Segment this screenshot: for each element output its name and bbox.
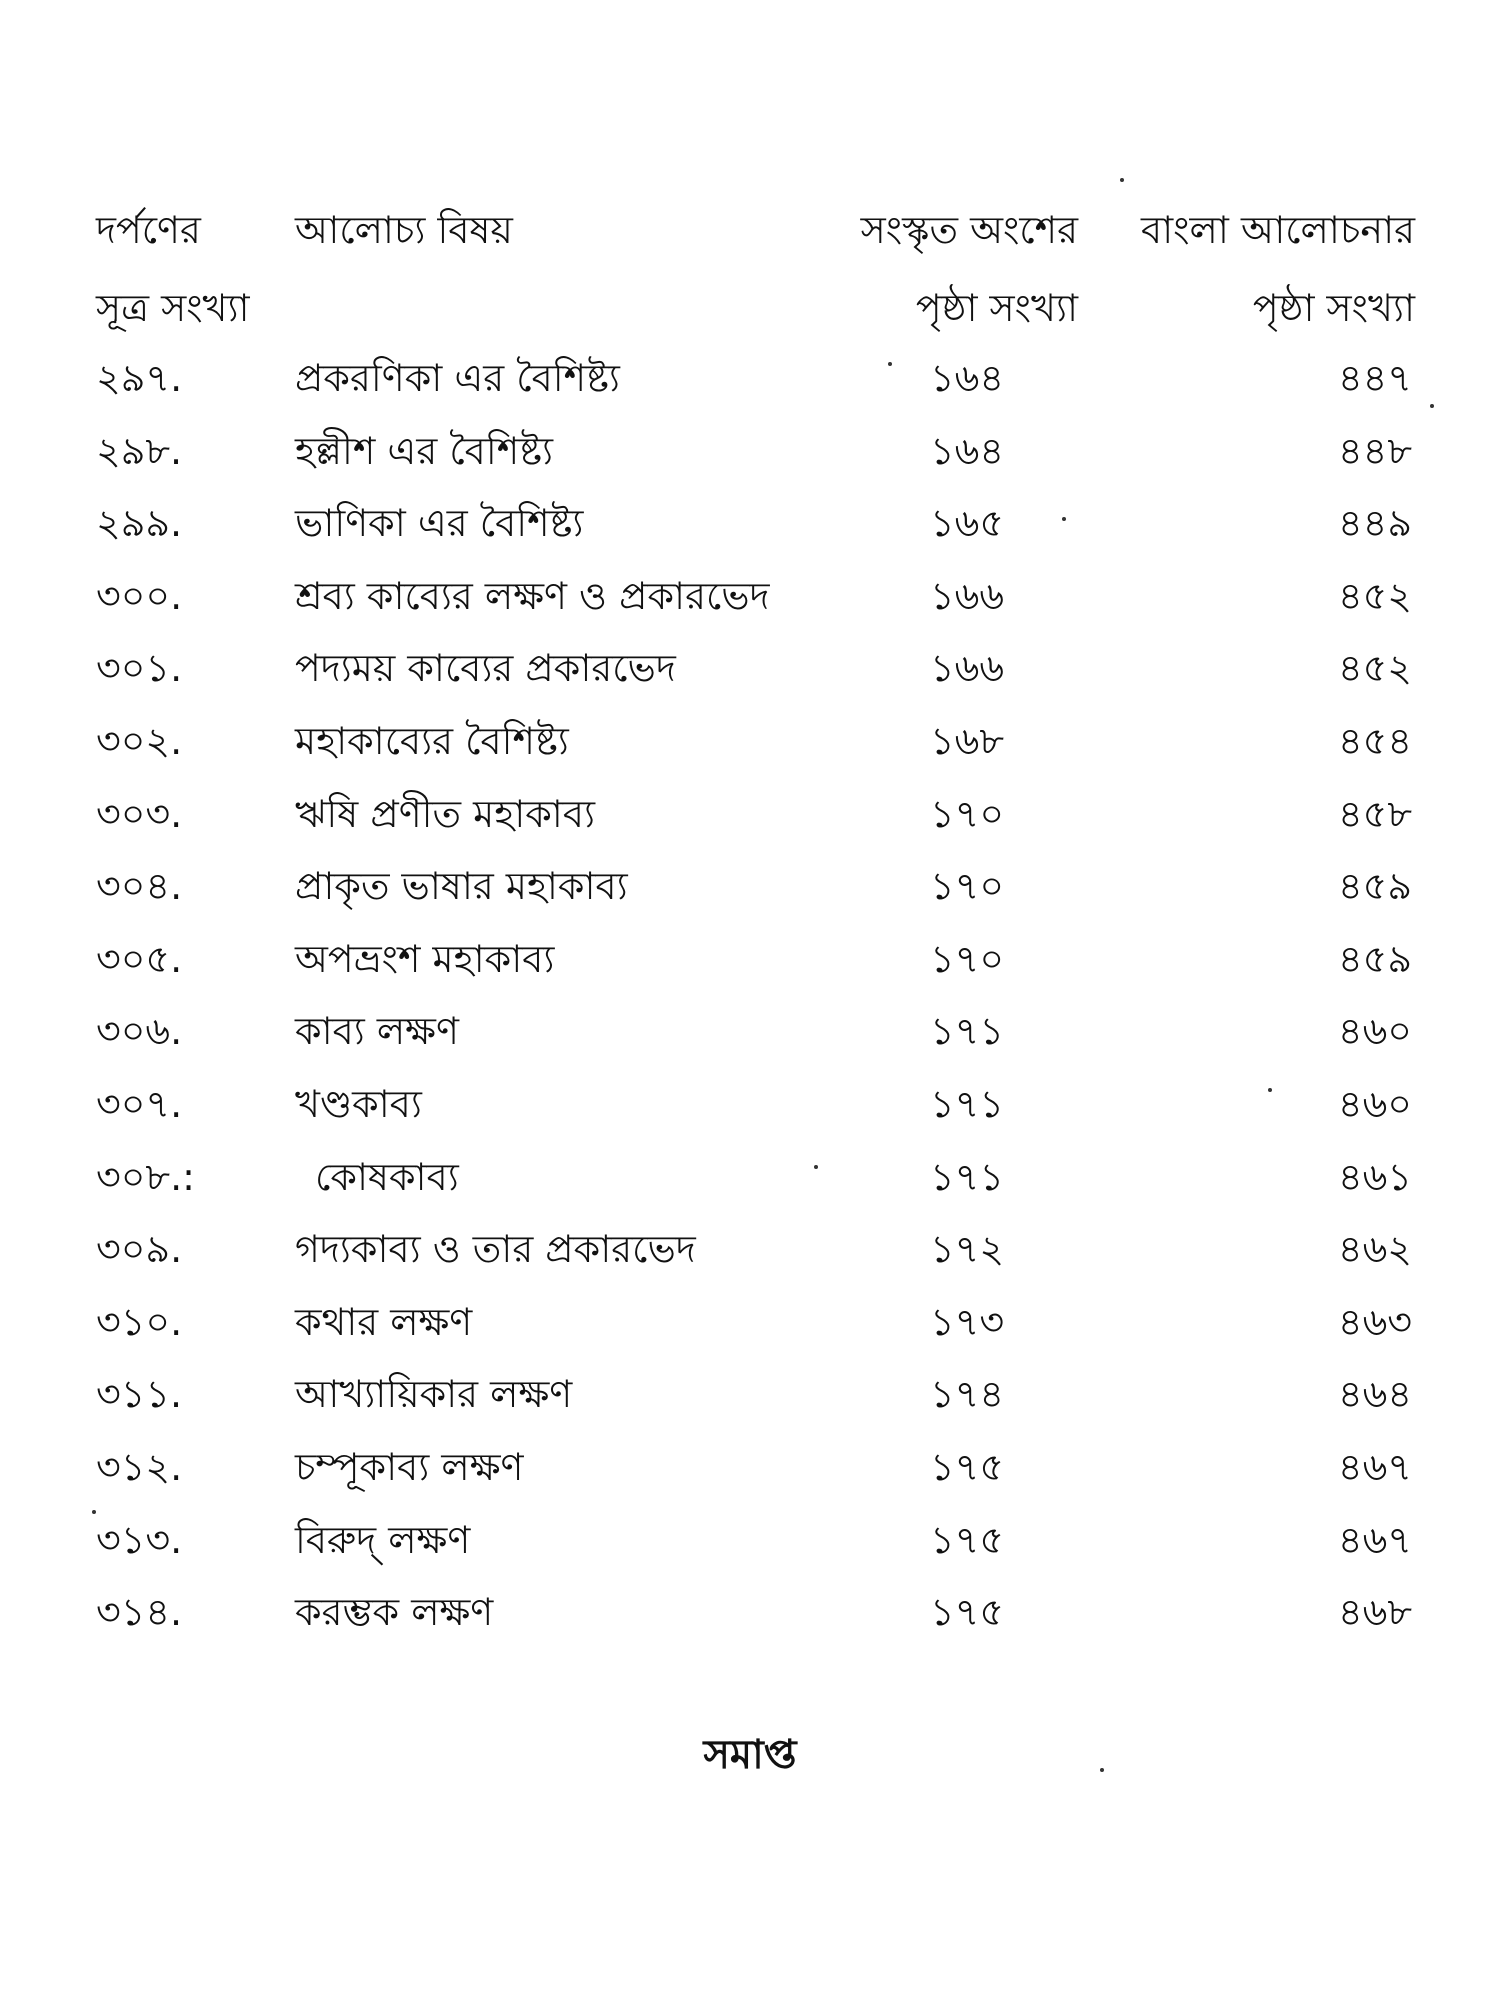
- sanskrit-page: ১৭৪: [930, 1372, 1005, 1417]
- bangla-page: ৪৬৮: [1337, 1590, 1412, 1635]
- sanskrit-page: ১৭০: [930, 864, 1005, 909]
- bangla-page: ৪৬০: [1337, 1009, 1412, 1054]
- bangla-page: ৪৬৩: [1337, 1299, 1412, 1344]
- sanskrit-page: ১৭১: [930, 1009, 1005, 1054]
- bangla-page: ৪৪৯: [1338, 501, 1412, 546]
- bangla-page: ৪৬৪: [1337, 1372, 1412, 1417]
- sutra-number: ৩০৪.: [96, 864, 183, 909]
- topic: আখ্যায়িকার লক্ষণ: [295, 1372, 573, 1417]
- sanskrit-page: ১৬৪: [930, 356, 1005, 400]
- table-row: [0, 1219, 1500, 1292]
- scan-speck: [1062, 517, 1066, 521]
- bangla-page: ৪৪৮: [1338, 428, 1412, 473]
- scan-speck: [888, 362, 892, 366]
- topic: ঋষি প্রণীত মহাকাব্য: [295, 791, 595, 836]
- table-row: [0, 421, 1500, 494]
- sanskrit-page: ১৬৫: [930, 501, 1005, 546]
- table-row: [0, 856, 1500, 929]
- sanskrit-page: ১৭১: [930, 1154, 1005, 1199]
- header-sutra-line1: দর্পণের: [96, 208, 201, 252]
- topic: হল্লীশ এর বৈশিষ্ট্য: [295, 428, 553, 473]
- table-row: [0, 1147, 1500, 1220]
- sutra-number: ২৯৯.: [96, 501, 183, 546]
- table-row: [0, 784, 1500, 857]
- topic: কথার লক্ষণ: [295, 1299, 473, 1344]
- topic: বিরুদ্ লক্ষণ: [295, 1517, 471, 1562]
- scan-speck: [1430, 404, 1434, 408]
- bangla-page: ৪৫২: [1337, 646, 1412, 691]
- sanskrit-page: ১৬৮: [930, 718, 1005, 763]
- sanskrit-page: ১৬৬: [930, 646, 1005, 691]
- sutra-number: ৩০০.: [96, 573, 183, 618]
- table-row: [0, 1582, 1500, 1655]
- sutra-number: ২৯৭.: [96, 356, 183, 400]
- scan-speck: [1100, 1768, 1104, 1772]
- header-sanskrit-line2: পৃষ্ঠা সংখ্যা: [915, 286, 1078, 330]
- sanskrit-page: ১৭৫: [930, 1517, 1005, 1562]
- sutra-number: ৩০৫.: [96, 936, 183, 981]
- sutra-number: ২৯৮.: [96, 428, 183, 473]
- bangla-page: ৪৬২: [1337, 1227, 1412, 1272]
- sanskrit-page: ১৭২: [930, 1227, 1005, 1272]
- scan-speck: [814, 1165, 818, 1169]
- sanskrit-page: ১৭৫: [930, 1590, 1005, 1635]
- sutra-number: ৩১২.: [96, 1444, 183, 1489]
- sanskrit-page: ১৭৩: [930, 1299, 1005, 1344]
- table-row: [0, 493, 1500, 566]
- sutra-number: ৩০৭.: [96, 1081, 183, 1126]
- ending-mark: সমাপ্ত: [703, 1732, 797, 1778]
- table-row: [0, 1292, 1500, 1365]
- sutra-number: ৩১১.: [96, 1372, 183, 1417]
- sanskrit-page: ১৭১: [930, 1081, 1005, 1126]
- bangla-page: ৪৬০: [1337, 1081, 1412, 1126]
- table-header-row-2: [0, 278, 1500, 338]
- sanskrit-page: ১৬৬: [930, 573, 1005, 618]
- table-row: [0, 1437, 1500, 1510]
- table-row: [0, 1510, 1500, 1583]
- bangla-page: ৪৫৯: [1338, 936, 1412, 981]
- table-row: [0, 638, 1500, 711]
- bangla-page: ৪৫৮: [1338, 791, 1412, 836]
- table-row: [0, 1074, 1500, 1147]
- topic: প্রকরণিকা এর বৈশিষ্ট্য: [295, 356, 620, 400]
- topic: মহাকাব্যের বৈশিষ্ট্য: [295, 718, 569, 763]
- bangla-page: ৪৫৪: [1338, 718, 1412, 763]
- scan-speck: [1268, 1088, 1272, 1092]
- header-bangla-line2: পৃষ্ঠা সংখ্যা: [1252, 286, 1415, 330]
- sutra-number: ৩০২.: [96, 718, 183, 763]
- scan-speck: [92, 1510, 96, 1514]
- table-body: [0, 348, 1500, 1655]
- sutra-number: ৩০৬.: [96, 1009, 183, 1054]
- table-row: [0, 929, 1500, 1002]
- topic: কাব্য লক্ষণ: [295, 1009, 459, 1054]
- sanskrit-page: ১৬৪: [930, 428, 1005, 473]
- scan-speck: [1120, 178, 1124, 182]
- topic: অপভ্রংশ মহাকাব্য: [295, 936, 555, 981]
- topic: কোষকাব্য: [315, 1154, 459, 1199]
- table-header-row-1: [0, 200, 1500, 260]
- header-sutra-line2: সূত্র সংখ্যা: [96, 286, 250, 330]
- sutra-number: ৩১৩.: [96, 1517, 183, 1562]
- bangla-page: ৪৫২: [1337, 573, 1412, 618]
- header-topic: আলোচ্য বিষয়: [295, 208, 513, 252]
- sutra-number: ৩১০.: [96, 1299, 183, 1344]
- table-row: [0, 348, 1500, 421]
- table-row: [0, 1001, 1500, 1074]
- sutra-number: ৩১৪.: [96, 1590, 183, 1635]
- topic: গদ্যকাব্য ও তার প্রকারভেদ: [295, 1227, 696, 1272]
- topic: পদ্যময় কাব্যের প্রকারভেদ: [295, 646, 676, 691]
- topic: প্রাকৃত ভাষার মহাকাব্য: [295, 864, 628, 909]
- sutra-number: ৩০৯.: [96, 1227, 183, 1272]
- bangla-page: ৪৬৭: [1337, 1517, 1412, 1562]
- header-sanskrit-line1: সংস্কৃত অংশের: [860, 208, 1078, 252]
- topic: শ্রব্য কাব্যের লক্ষণ ও প্রকারভেদ: [295, 573, 770, 618]
- topic: খণ্ডকাব্য: [295, 1081, 422, 1126]
- sanskrit-page: ১৭০: [930, 936, 1005, 981]
- bangla-page: ৪৬৭: [1337, 1444, 1412, 1489]
- header-bangla-line1: বাংলা আলোচনার: [1141, 208, 1415, 252]
- bangla-page: ৪৬১: [1337, 1154, 1412, 1199]
- bangla-page: ৪৪৭: [1337, 356, 1412, 400]
- topic: চম্পূকাব্য লক্ষণ: [295, 1444, 524, 1489]
- sanskrit-page: ১৭০: [930, 791, 1005, 836]
- table-row: [0, 711, 1500, 784]
- table-row: [0, 566, 1500, 639]
- sutra-number: ৩০৮.:: [96, 1154, 195, 1199]
- sutra-number: ৩০১.: [96, 646, 183, 691]
- table-row: [0, 1364, 1500, 1437]
- topic: ভাণিকা এর বৈশিষ্ট্য: [295, 501, 584, 546]
- bangla-page: ৪৫৯: [1338, 864, 1412, 909]
- sutra-number: ৩০৩.: [96, 791, 183, 836]
- sanskrit-page: ১৭৫: [930, 1444, 1005, 1489]
- topic: করম্ভক লক্ষণ: [295, 1590, 494, 1635]
